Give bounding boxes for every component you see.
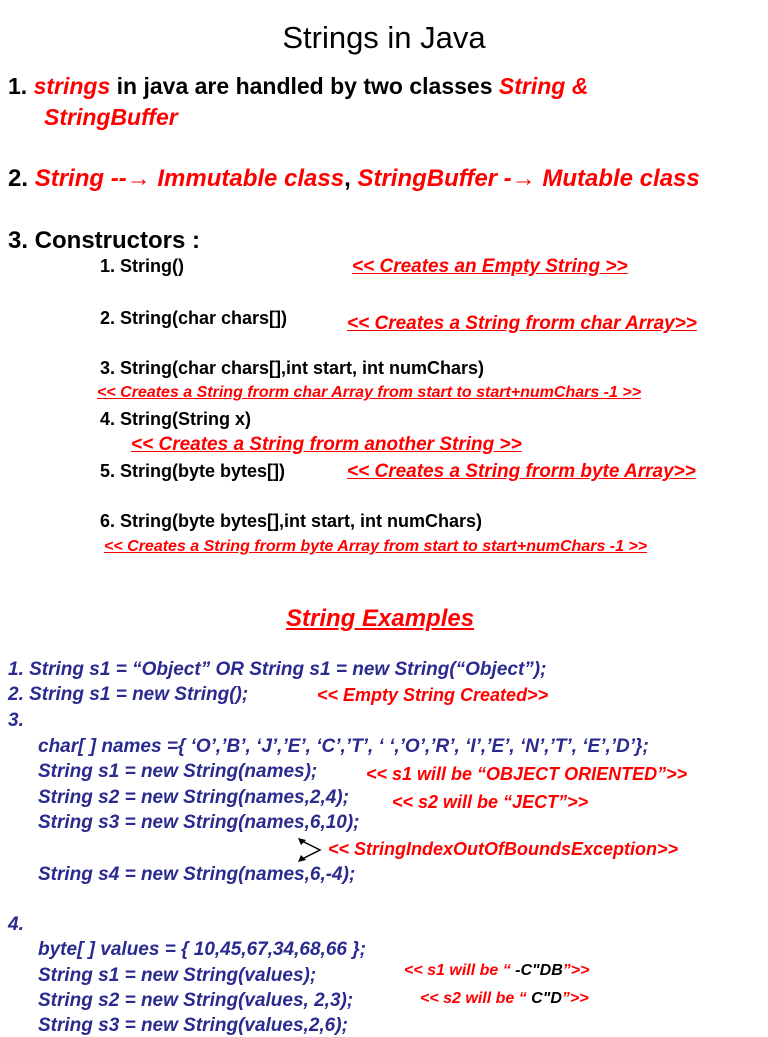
example-4-byte-array: byte[ ] values = { 10,45,67,34,68,66 }; xyxy=(38,939,366,960)
example-4-s2-note-a: << s2 will be “ xyxy=(420,990,532,1007)
example-4-s1-note-value: -C"DB xyxy=(515,962,563,979)
constructor-4-signature: 4. String(String x) xyxy=(100,409,252,429)
page-title: Strings in Java xyxy=(282,20,486,55)
example-3-s2-note: << s2 will be “JECT”>> xyxy=(392,792,589,812)
example-2: 2. String s1 = new String(); xyxy=(8,684,249,705)
constructor-2-signature: 2. String(char chars[]) xyxy=(100,308,288,328)
example-4-s3: String s3 = new String(values,2,6); xyxy=(38,1015,348,1036)
point-2 xyxy=(8,165,700,193)
example-4-s1-note-a: << s1 will be “ xyxy=(404,962,516,979)
constructor-5-signature: 5. String(byte bytes[]) xyxy=(100,461,286,481)
example-3-s2: String s2 = new String(names,2,4); xyxy=(38,787,349,808)
constructor-3-signature: 3. String(char chars[],int start, int numChars) xyxy=(100,358,485,378)
example-3-char-array: char[ ] names ={ ‘O’,’B’, ‘J’,’E’, ‘C’,’T’, ‘ ‘,’O’,’R’, ‘I’,’E’, ‘N’,’T’, ‘E’,’D’}; xyxy=(38,736,649,757)
constructor-3-note: << Creates a String frorm char Array from start to start+numChars -1 >> xyxy=(97,384,642,401)
example-4-s1-code: String s1 = new String(values); xyxy=(38,965,317,986)
bracket-arrow-icon xyxy=(296,836,326,866)
point-2-string-immutable: String --→ Immutable class xyxy=(34,165,345,192)
constructor-1-note: << Creates an Empty String >> xyxy=(352,256,628,277)
constructor-1-signature: 1. String() xyxy=(100,256,184,276)
example-1: 1. String s1 = “Object” OR String s1 = new String(“Object”); xyxy=(8,659,547,680)
example-4-s2-note-c: ”>> xyxy=(561,990,589,1007)
example-3-number: 3. xyxy=(8,710,24,731)
point-1-strings-word: strings xyxy=(33,73,111,99)
point-1-number: 1. xyxy=(8,73,34,99)
example-4-s2-note xyxy=(420,990,589,1008)
constructors-heading: 3. Constructors : xyxy=(8,227,201,254)
example-4-number: 4. xyxy=(8,914,24,935)
examples-heading: String Examples xyxy=(286,605,475,632)
point-1 xyxy=(8,73,588,100)
point-2-dot: . xyxy=(21,165,35,192)
constructor-5-note: << Creates a String frorm byte Array>> xyxy=(347,461,696,482)
example-4-s2-note-value: C"D xyxy=(531,990,562,1007)
example-3-s3-note: << StringIndexOutOfBoundsException>> xyxy=(328,839,679,859)
example-4-s1-note xyxy=(404,962,589,980)
point-1-classes-b: StringBuffer xyxy=(44,104,178,130)
constructor-6-note: << Creates a String frorm byte Array from start to start+numChars -1 >> xyxy=(104,538,648,555)
constructor-4-note: << Creates a String frorm another String >> xyxy=(131,434,522,455)
point-2-stringbuffer-mutable: StringBuffer -→ Mutable class xyxy=(357,165,700,192)
example-4-s2: String s2 = new String(values, 2,3); xyxy=(38,990,354,1011)
example-3-s1-note: << s1 will be “OBJECT ORIENTED”>> xyxy=(366,764,688,784)
example-4-s1 xyxy=(38,965,316,987)
constructor-2-note: << Creates a String frorm char Array>> xyxy=(347,313,697,334)
example-3-s3: String s3 = new String(names,6,10); xyxy=(38,812,360,833)
example-2-note: << Empty String Created>> xyxy=(317,685,549,705)
constructor-6-signature: 6. String(byte bytes[],int start, int numChars) xyxy=(100,511,483,531)
point-2-comma: , xyxy=(344,165,358,192)
point-2-number: 2 xyxy=(8,165,22,192)
example-3-s4: String s4 = new String(names,6,-4); xyxy=(38,864,356,885)
example-4-s1-note-c: ”>> xyxy=(562,962,590,979)
example-3-s1: String s1 = new String(names); xyxy=(38,761,318,782)
point-1-classes-a: String & xyxy=(498,73,589,99)
point-1-text: in java are handled by two classes xyxy=(110,73,499,99)
